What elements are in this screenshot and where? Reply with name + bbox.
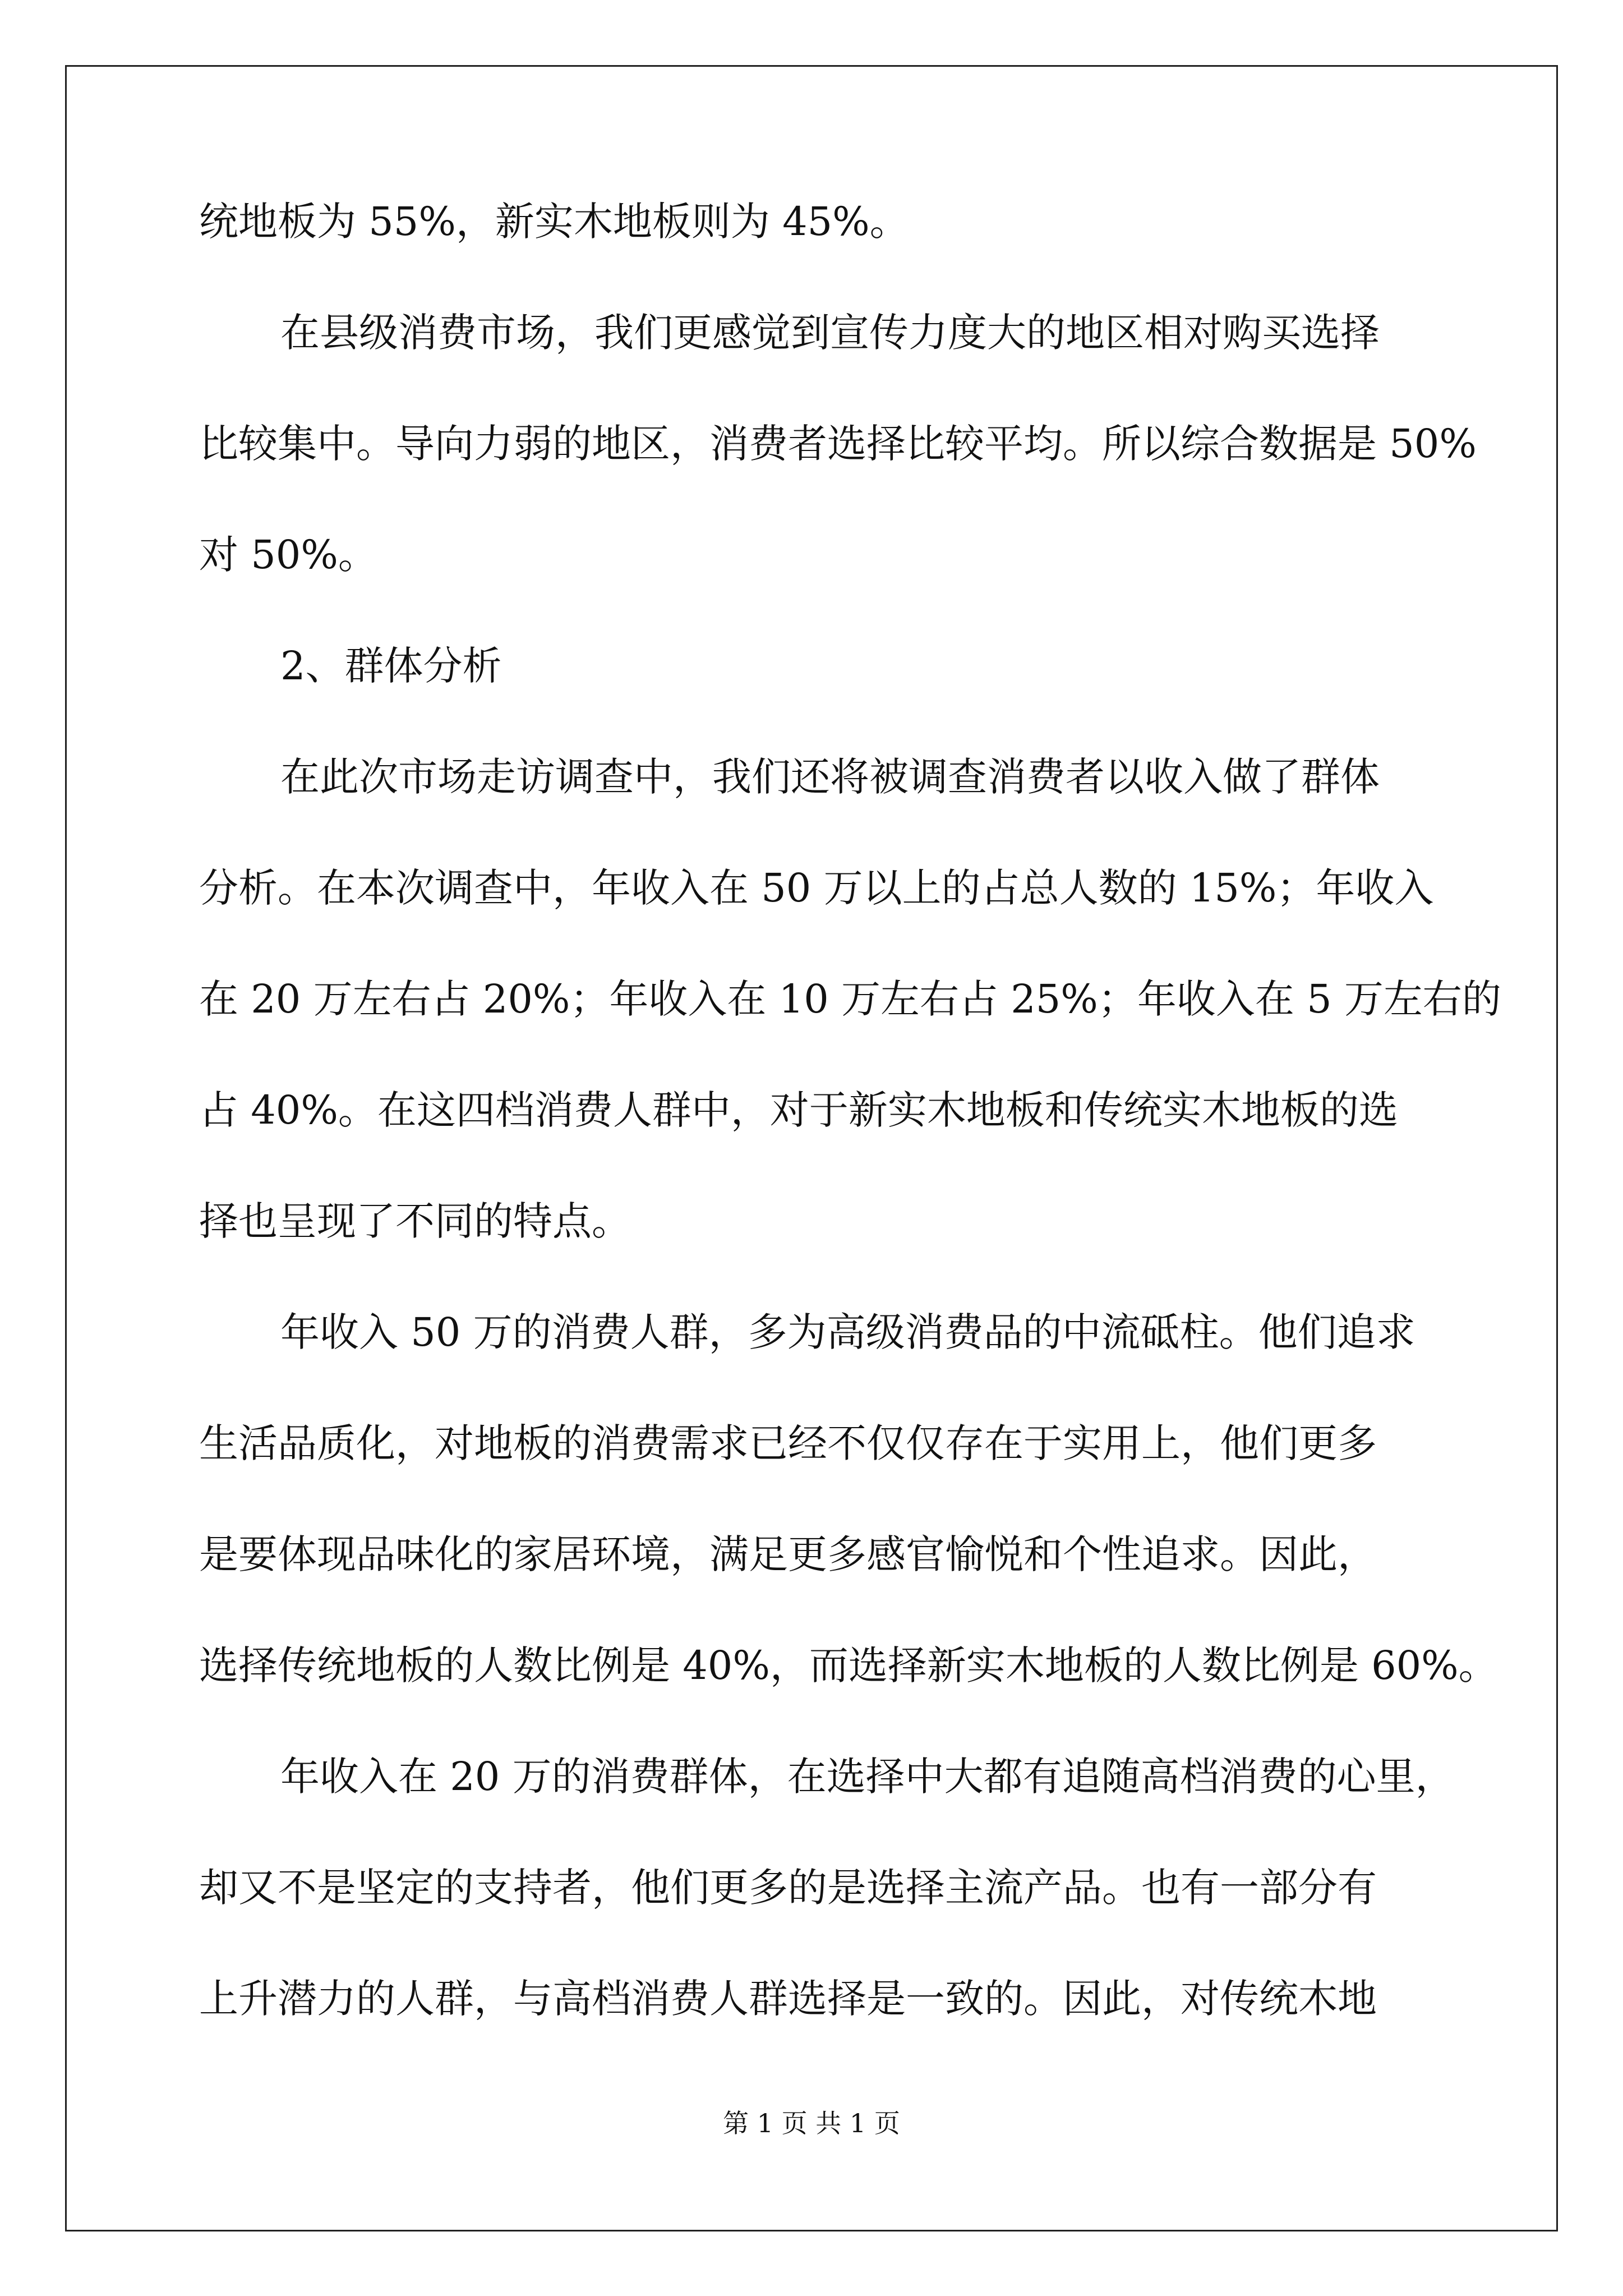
text-line: 统地板为 55%，新实木地板则为 45%。	[199, 199, 909, 245]
text-line: 在县级消费市场，我们更感觉到宣传力度大的地区相对购买选择	[280, 310, 1380, 356]
text-line: 占 40%。在这四档消费人群中，对于新实木地板和传统实木地板的选	[199, 1087, 1398, 1133]
text-line: 择也呈现了不同的特点。	[199, 1198, 631, 1244]
text-line: 在 20 万左右占 20%；年收入在 10 万左右占 25%；年收入在 5 万左右的	[199, 976, 1501, 1022]
text-line: 年收入 50 万的消费人群，多为高级消费品的中流砥柱。他们追求	[280, 1309, 1415, 1355]
section-heading: 2、群体分析	[280, 643, 502, 689]
text-line: 在此次市场走访调查中，我们还将被调查消费者以收入做了群体	[280, 754, 1380, 800]
text-line: 选择传统地板的人数比例是 40%，而选择新实木地板的人数比例是 60%。	[199, 1642, 1498, 1688]
text-line: 分析。在本次调查中，年收入在 50 万以上的占总人数的 15%；年收入	[199, 865, 1434, 911]
text-line: 对 50%。	[199, 532, 377, 578]
text-line: 却又不是坚定的支持者，他们更多的是选择主流产品。也有一部分有	[199, 1865, 1377, 1911]
text-line: 生活品质化，对地板的消费需求已经不仅仅存在于实用上，他们更多	[199, 1420, 1377, 1466]
text-line: 比较集中。导向力弱的地区，消费者选择比较平均。所以综合数据是 50%	[199, 421, 1477, 467]
page-number-footer: 第 1 页 共 1 页	[723, 2108, 900, 2138]
text-line: 上升潜力的人群，与高档消费人群选择是一致的。因此，对传统木地	[199, 1976, 1377, 2022]
text-line: 年收入在 20 万的消费群体，在选择中大都有追随高档消费的心里，	[280, 1754, 1455, 1800]
text-line: 是要体现品味化的家居环境，满足更多感官愉悦和个性追求。因此，	[199, 1531, 1377, 1577]
